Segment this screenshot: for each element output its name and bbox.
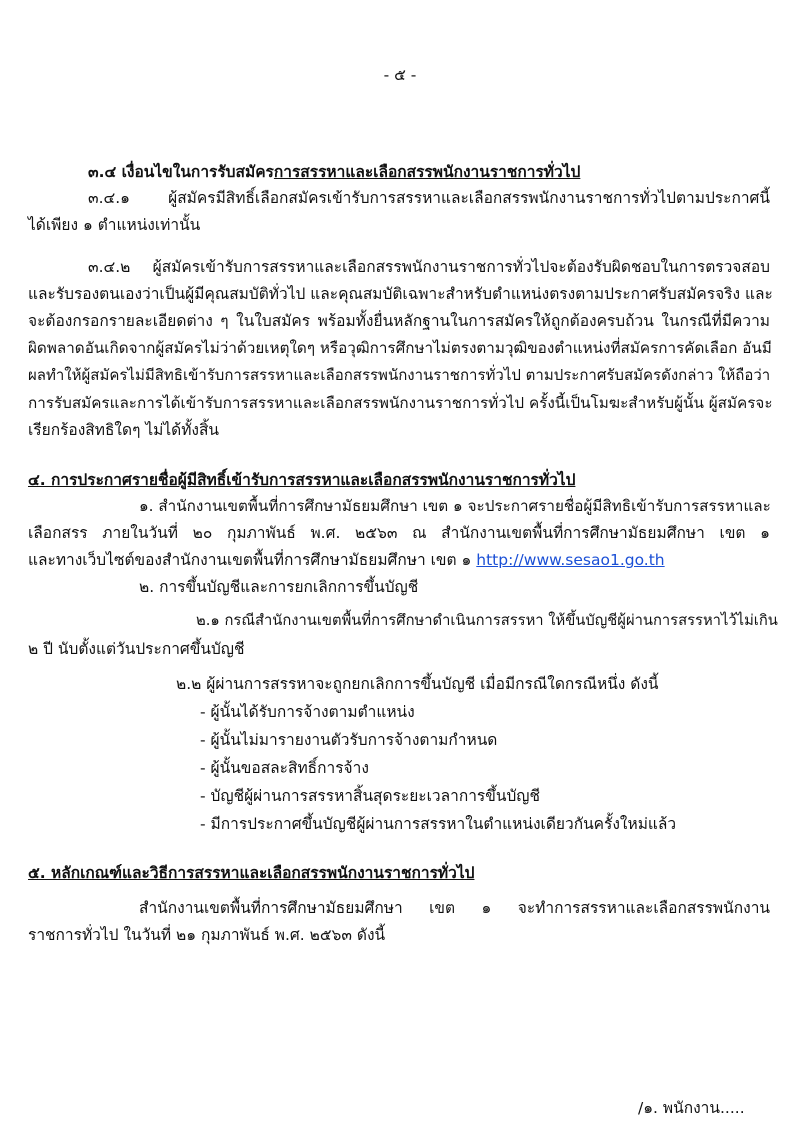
para-3-4-2-line-6: การรับสมัครและการได้เข้ารับการสรรหาและเลือกสรรพนักงานราชการทั่วไป ครั้งนี้เป็นโมฆะสำหรับผู้นั้น ผู้สมัครจะ [28, 394, 773, 412]
para-3-4-2-line-1: ๓.๔.๒ ผู้สมัครเข้ารับการสรรหาและเลือกสรรพนักงานราชการทั่วไปจะต้องรับผิดชอบในการตรวจสอบ [88, 258, 770, 276]
bullet-item: - มีการประกาศขึ้นบัญชีผู้ผ่านการสรรหาในตำแหน่งเดียวกันครั้งใหม่แล้ว [200, 815, 677, 833]
item-4-1-line-1: ๑. สำนักงานเขตพื้นที่การศึกษามัธยมศึกษา เขต ๑ จะประกาศรายชื่อผู้มีสิทธิเข้ารับการสรรหาและ [139, 497, 771, 515]
section-3-4-prefix: ๓.๔ เงื่อนไขในการรับสมัคร [88, 163, 274, 181]
section-3-4-heading [88, 161, 580, 183]
section-5-para-line-1: สำนักงานเขตพื้นที่การศึกษามัธยมศึกษา เขต ๑ จะทำการสรรหาและเลือกสรรพนักงาน [139, 899, 770, 917]
para-3-4-1-line-1: ๓.๔.๑ ผู้สมัครมีสิทธิ์เลือกสมัครเข้ารับการสรรหาและเลือกสรรพนักงานราชการทั่วไปตามประกาศนี้ [88, 189, 770, 207]
para-3-4-2-line-2: และรับรองตนเองว่าเป็นผู้มีคุณสมบัติทั่วไป และคุณสมบัติเฉพาะสำหรับตำแหน่งตรงตามประกาศรับสมัครจริง และ [28, 285, 773, 303]
para-3-4-2-line-3: จะต้องกรอกรายละเอียดต่าง ๆ ในใบสมัคร พร้อมทั้งยื่นหลักฐานในการสมัครให้ถูกต้องครบถ้วน ในกรณีที่มีความ [28, 312, 770, 330]
section-4-heading: ๔. การประกาศรายชื่อผู้มีสิทธิ์เข้ารับการสรรหาและเลือกสรรพนักงานราชการทั่วไป [28, 471, 576, 489]
section-5-heading: ๕. หลักเกณฑ์และวิธีการสรรหาและเลือกสรรพนักงานราชการทั่วไป [28, 864, 475, 882]
para-3-4-2-line-7: เรียกร้องสิทธิใดๆ ไม่ได้ทั้งสิ้น [28, 421, 220, 439]
item-4-2: ๒. การขึ้นบัญชีและการยกเลิกการขึ้นบัญชี [139, 578, 419, 596]
bullet-item: - ผู้นั้นขอสละสิทธิ์การจ้าง [200, 759, 369, 777]
continuation-footer: /๑. พนักงาน..... [638, 1099, 745, 1117]
item-4-2-2: ๒.๒ ผู้ผ่านการสรรหาจะถูกยกเลิกการขึ้นบัญชี เมื่อมีกรณีใดกรณีหนึ่ง ดังนี้ [176, 675, 659, 693]
item-4-1-line-3-text: และทางเว็บไซต์ของสำนักงานเขตพื้นที่การศึกษามัธยมศึกษา เขต ๑ [28, 551, 472, 569]
section-3-4-title: การสรรหาและเลือกสรรพนักงานราชการทั่วไป [273, 163, 581, 181]
item-4-1-line-2: เลือกสรร ภายในวันที่ ๒๐ กุมภาพันธ์ พ.ศ. ๒๕๖๓ ณ สำนักงานเขตพื้นที่การศึกษามัธยมศึกษา เขต ๑ [28, 524, 770, 542]
item-4-1-line-3 [28, 549, 665, 571]
para-3-4-2-line-5: ผลทำให้ผู้สมัครไม่มีสิทธิเข้ารับการสรรหาและเลือกสรรพนักงานราชการทั่วไป ตามประกาศรับสมัครดังกล่าว ให้ถือว่า [28, 366, 771, 384]
section-5-para-line-2: ราชการทั่วไป ในวันที่ ๒๑ กุมภาพันธ์ พ.ศ. ๒๕๖๓ ดังนี้ [28, 926, 386, 944]
bullet-item: - ผู้นั้นไม่มารายงานตัวรับการจ้างตามกำหนด [200, 731, 498, 749]
website-link[interactable]: http://www.sesao1.go.th [476, 551, 665, 569]
para-3-4-2-line-4: ผิดพลาดอันเกิดจากผู้สมัครไม่ว่าด้วยเหตุใดๆ หรือวุฒิการศึกษาไม่ตรงตามวุฒิของตำแหน่งที่สมัครการคัดเลือก อันมี [28, 339, 772, 357]
para-3-4-1-line-2: ได้เพียง ๑ ตำแหน่งเท่านั้น [28, 216, 201, 234]
item-4-2-1-line-2: ๒ ปี นับตั้งแต่วันประกาศขึ้นบัญชี [28, 640, 245, 658]
bullet-item: - ผู้นั้นได้รับการจ้างตามตำแหน่ง [200, 703, 415, 721]
item-4-2-1-line-1: ๒.๑ กรณีสำนักงานเขตพื้นที่การศึกษาดำเนินการสรรหา ให้ขึ้นบัญชีผู้ผ่านการสรรหาไว้ไม่เกิน [196, 612, 778, 629]
bullet-item: - บัญชีผู้ผ่านการสรรหาสิ้นสุดระยะเวลาการขึ้นบัญชี [200, 787, 541, 805]
page-number: - ๕ - [383, 66, 417, 84]
